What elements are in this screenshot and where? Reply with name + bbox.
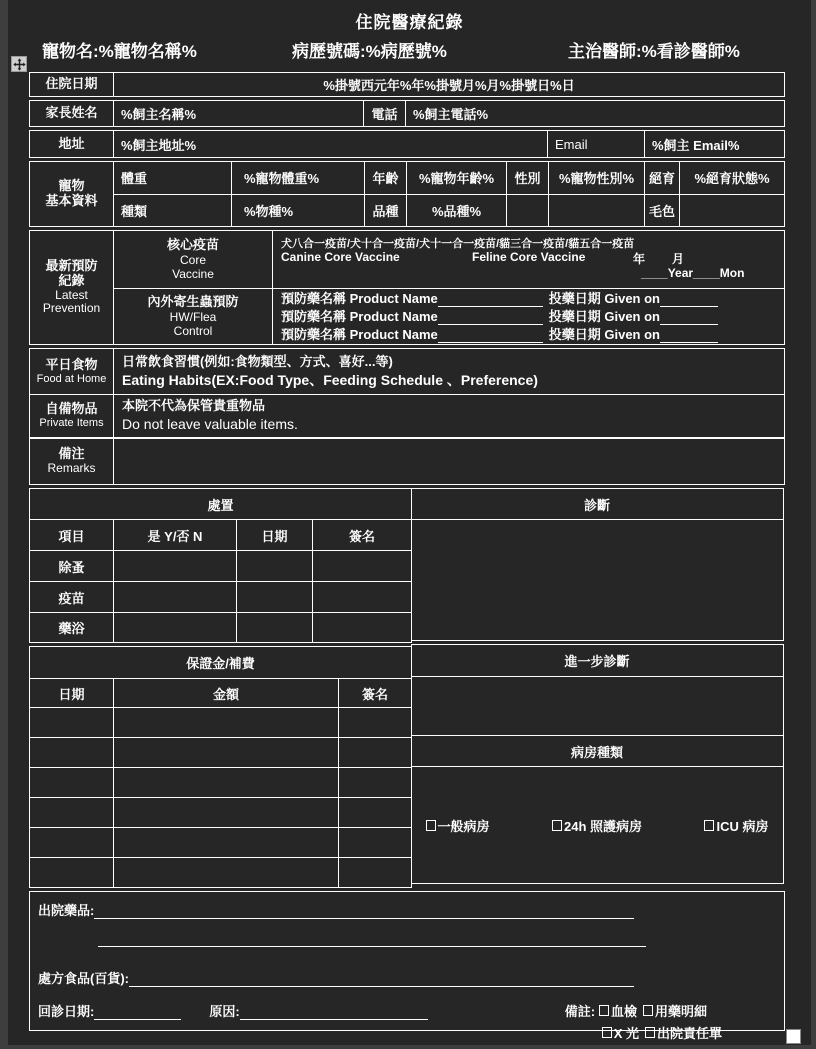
year-mon-blank: ____Year____Mon xyxy=(641,266,745,280)
deposit-header: 保證金/補費 xyxy=(186,656,255,671)
treatment-row-label: 藥浴 xyxy=(58,621,85,636)
core-vaccine-label: 核心疫苗 Core Vaccine xyxy=(166,237,219,282)
breed-value: %品種% xyxy=(406,195,506,227)
form-table xyxy=(29,72,785,1041)
email-label: Email xyxy=(547,131,644,157)
admission-value: %掛號西元年%年%掛號月%月%掛號日%日 xyxy=(323,78,575,93)
checkbox-icon[interactable] xyxy=(426,820,436,831)
diagnosis-content-empty xyxy=(412,519,783,640)
remarks-content-empty xyxy=(114,438,784,484)
address-label: 地址 xyxy=(30,131,114,157)
address-value: %飼主地址% xyxy=(121,137,197,153)
record-no-field: 病歷號碼:%病歷號% xyxy=(292,42,447,61)
parasite-content xyxy=(272,289,784,345)
product-name-blank xyxy=(438,293,543,307)
phone-label: 電話 xyxy=(363,101,405,126)
food-content: 日常飲食習慣(例如:食物類型、方式、喜好...等) Eating Habits(EX:Food Type、Feeding Schedule 、Preference) xyxy=(122,353,538,388)
treatment-row-label: 疫苗 xyxy=(58,590,85,606)
checkbox-icon[interactable] xyxy=(602,1027,612,1038)
page-title: 住院醫療紀錄 xyxy=(355,13,464,32)
discharge-meds-line xyxy=(38,900,784,919)
pet-name-field: 寵物名:%寵物名稱% xyxy=(42,42,197,61)
pet-info-row-2 xyxy=(114,194,784,227)
admission-label: 住院日期 xyxy=(30,73,114,96)
coat-label: 毛色 xyxy=(644,195,679,227)
canine-core-label: Canine Core Vaccine xyxy=(281,250,400,264)
right-column xyxy=(411,488,784,884)
empty-cell xyxy=(113,582,236,612)
move-cross-icon xyxy=(13,58,26,71)
food-label: 平日食物 Food at Home xyxy=(30,349,114,394)
diagnosis-header: 診斷 xyxy=(583,497,610,513)
notes-label: 備註: xyxy=(564,1004,596,1019)
col-sign: 簽名 xyxy=(338,679,411,707)
ward-option-icu: ICU 病房 xyxy=(704,816,768,835)
table-move-handle[interactable] xyxy=(11,56,27,72)
remarks-label: 備注 Remarks xyxy=(30,438,114,484)
parasite-row xyxy=(114,288,784,345)
breed-label: 品種 xyxy=(364,195,406,227)
product-line: 預防藥名稱 Product Name 投藥日期 Given on xyxy=(281,307,718,325)
empty-cell xyxy=(236,613,312,642)
return-visit-line xyxy=(38,1001,784,1045)
doctor-field: 主治醫師:%看診醫師% xyxy=(568,42,740,61)
treatment-row-label: 除蚤 xyxy=(58,559,85,575)
prevention-body xyxy=(114,231,784,344)
age-label: 年齡 xyxy=(364,162,406,194)
empty-cell xyxy=(312,582,411,612)
diagnosis-block xyxy=(411,488,784,641)
owner-label: 家長姓名 xyxy=(30,101,114,126)
left-column xyxy=(29,488,412,888)
product-line: 預防藥名稱 Product Name 投藥日期 Given on xyxy=(281,289,718,307)
empty-cell xyxy=(236,551,312,581)
document-page xyxy=(8,0,811,1045)
treatment-header: 處置 xyxy=(207,497,234,513)
discharge-meds-label: 出院藥品: xyxy=(38,903,95,918)
discharge-section xyxy=(29,891,785,1041)
feline-core-label: Feline Core Vaccine xyxy=(472,250,586,264)
product-line: 預防藥名稱 Product Name 投藥日期 Given on xyxy=(281,325,718,343)
admission-row xyxy=(29,72,785,97)
deposit-empty-row xyxy=(30,737,411,767)
ward-option-general: 一般病房 xyxy=(426,816,490,835)
product-name-blank xyxy=(438,311,543,325)
empty-cell xyxy=(312,551,411,581)
checkbox-icon[interactable] xyxy=(599,1005,609,1016)
prescription-food-blank xyxy=(129,973,634,987)
ward-option-24h: 24h 照護病房 xyxy=(552,816,642,835)
notes-block xyxy=(565,1001,722,1045)
further-diagnosis-block xyxy=(411,644,784,884)
empty-cell xyxy=(113,551,236,581)
deposit-empty-row xyxy=(30,707,411,737)
treatment-row xyxy=(30,550,411,581)
coat-value-empty xyxy=(679,195,784,227)
notes-line-2: X 光 出院責任單 xyxy=(602,1023,722,1042)
product-name-blank xyxy=(438,329,543,343)
prescription-food-label: 處方食品(百貨): xyxy=(38,971,129,986)
neuter-label: 絕育 xyxy=(644,162,679,194)
discharge-meds-blank-2 xyxy=(98,946,646,947)
prescription-food-line xyxy=(38,968,784,987)
further-diagnosis-content-empty xyxy=(412,676,783,735)
further-diagnosis-header: 進一步診斷 xyxy=(564,654,630,669)
private-items-row xyxy=(29,394,785,439)
col-yes-no: 是 Y/否 N xyxy=(113,520,236,550)
month-label: 月 xyxy=(672,252,685,266)
owner-value: %飼主名稱% xyxy=(121,107,197,122)
treatment-row xyxy=(30,581,411,612)
weight-label: 體重 xyxy=(121,171,148,187)
treatment-row xyxy=(30,612,411,642)
pet-info-section xyxy=(29,161,785,227)
vaccine-list: 犬八合一疫苗/犬十合一疫苗/犬十一合一疫苗/貓三合一疫苗/貓五合一疫苗 xyxy=(281,238,635,250)
middle-section xyxy=(29,488,785,888)
checkbox-icon[interactable] xyxy=(645,1027,655,1038)
col-amount: 金額 xyxy=(113,679,338,707)
empty-cell xyxy=(113,613,236,642)
empty-cell xyxy=(312,613,411,642)
species-value: %物種% xyxy=(231,195,364,227)
phone-value: %飼主電話% xyxy=(405,101,784,126)
pet-info-grid xyxy=(114,162,784,226)
treatment-col-header-row xyxy=(30,519,411,550)
deposit-col-header-row xyxy=(30,678,411,707)
given-on-blank xyxy=(660,311,718,325)
private-items-label: 自備物品 Private Items xyxy=(30,395,114,438)
ward-options-row xyxy=(412,766,783,883)
deposit-empty-row xyxy=(30,857,411,887)
core-vaccine-content xyxy=(272,231,784,288)
address-row xyxy=(29,130,785,158)
checkbox-icon[interactable] xyxy=(704,820,714,831)
sex-label: 性別 xyxy=(506,162,548,194)
discharge-meds-blank xyxy=(94,905,634,919)
notes-line-1: 備註: 血檢 用藥明細 xyxy=(565,1001,722,1020)
pet-info-label: 寵物 基本資料 xyxy=(30,162,114,226)
empty-cell xyxy=(548,195,644,227)
return-date-label: 回診日期: xyxy=(38,1004,95,1019)
parasite-label: 內外寄生蟲預防 HW/Flea Control xyxy=(147,294,239,339)
core-vaccine-row xyxy=(114,231,784,288)
reason-blank xyxy=(240,1006,428,1020)
empty-cell xyxy=(506,195,548,227)
food-row xyxy=(29,348,785,395)
age-value: %寵物年齡% xyxy=(406,162,506,194)
checkbox-icon[interactable] xyxy=(643,1005,653,1016)
prevention-section xyxy=(29,230,785,345)
private-items-content: 本院不代為保管貴重物品 Do not leave valuable items. xyxy=(122,398,298,433)
checkbox-icon[interactable] xyxy=(552,820,562,831)
col-date: 日期 xyxy=(236,520,312,550)
deposit-empty-row xyxy=(30,767,411,797)
deposit-empty-row xyxy=(30,827,411,857)
given-on-blank xyxy=(660,293,718,307)
deposit-block xyxy=(29,646,412,888)
reason-label: 原因: xyxy=(209,1004,240,1019)
owner-row xyxy=(29,100,785,127)
return-date-blank xyxy=(94,1006,181,1020)
email-value: %飼主 Email% xyxy=(644,131,784,157)
neuter-value: %絕育狀態% xyxy=(679,162,784,194)
table-resize-handle[interactable] xyxy=(786,1029,801,1044)
empty-cell xyxy=(236,582,312,612)
year-label: 年 xyxy=(633,252,646,266)
sex-value: %寵物性別% xyxy=(548,162,644,194)
treatment-block xyxy=(29,488,412,643)
species-label: 種類 xyxy=(121,203,148,219)
col-item: 項目 xyxy=(58,528,85,544)
col-sign: 簽名 xyxy=(312,520,411,550)
prevention-label: 最新預防 紀錄 Latest Prevention xyxy=(30,231,114,344)
deposit-empty-row xyxy=(30,797,411,827)
weight-value: %寵物體重% xyxy=(231,162,364,194)
pet-info-row-1 xyxy=(114,162,784,194)
ward-type-header: 病房種類 xyxy=(412,735,783,766)
remarks-row xyxy=(29,437,785,485)
col-date: 日期 xyxy=(58,686,85,702)
given-on-blank xyxy=(660,329,718,343)
